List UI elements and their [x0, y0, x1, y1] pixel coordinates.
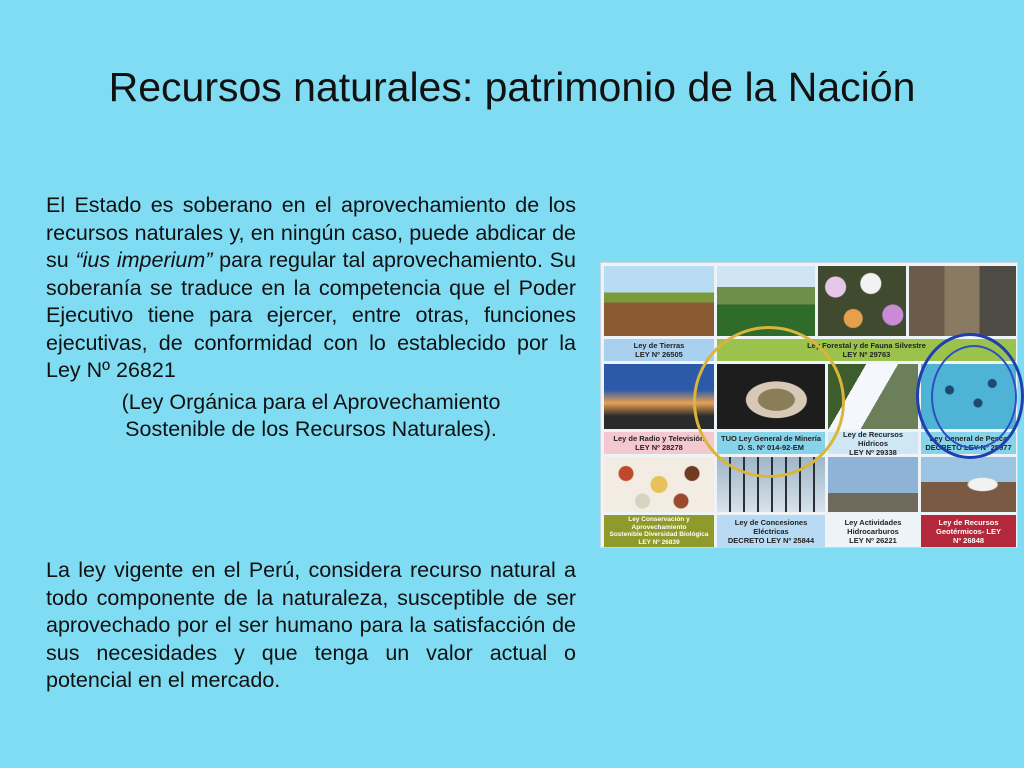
label-ley-hidricos: Ley de Recursos Hídricos LEY Nº 29338: [828, 432, 918, 454]
slide-title: Recursos naturales: patrimonio de la Nación: [108, 64, 916, 110]
label-ley-forestal: Ley Forestal y de Fauna Silvestre LEY Nº 29763: [717, 339, 1016, 361]
waterfall-image: [828, 364, 918, 429]
label-ley-geotermicos: Ley de Recursos Geotérmicos- LEY Nº 26848: [921, 515, 1016, 547]
natural-resources-laws-collage: [600, 262, 1018, 548]
ius-imperium-term: “ius imperium”: [75, 248, 213, 272]
label-ley-conservacion: Ley Conservación y Aprovechamiento Sostenible Diversidad Biológica LEY Nº 26839: [604, 515, 714, 547]
paragraph-sovereignty: [46, 192, 576, 444]
power-lines-image: [717, 457, 825, 512]
label-ley-tierras: Ley de Tierras LEY Nº 26505: [604, 339, 714, 361]
law-name-line1: (Ley Orgánica para el Aprovechamiento: [121, 389, 501, 414]
satellite-dish-image: [604, 364, 714, 429]
paragraph1-part2: para regular tal aprovechamiento. Su soberanía se traduce en la competencia que el Poder Ejecutivo tiene para ejercer, entre otras, funciones ejecutivas, de conformidad con lo establecido por la Ley Nº 26821: [46, 248, 576, 382]
farmland-image: [604, 266, 714, 336]
label-ley-radio-tv: Ley de Radio y Televisión LEY Nº 28278: [604, 432, 714, 454]
label-ley-concesiones: Ley de Concesiones Eléctricas DECRETO LEY Nº 25844: [717, 515, 825, 547]
label-ley-hidrocarburos: Ley Actividades Hidrocarburos LEY Nº 26221: [828, 515, 918, 547]
forest-image: [717, 266, 815, 336]
seeds-grains-image: [604, 457, 714, 512]
oil-pump-image: [828, 457, 918, 512]
paragraph1-part1: El Estado es soberano en el aprovechamiento de los recursos naturales y, en ningún caso, puede abdicar de su: [46, 193, 576, 272]
law-name-line2: Sostenible de los Recursos Naturales).: [125, 417, 497, 441]
geothermal-geyser-image: [921, 457, 1016, 512]
label-ley-mineria: TUO Ley General de Minería D. S. Nº 014-92-EM: [717, 432, 825, 454]
wildlife-image: [909, 266, 1016, 336]
mineral-ore-image: [717, 364, 825, 429]
paragraph-definition: La ley vigente en el Perú, considera recurso natural a todo componente de la naturaleza, susceptible de ser aprovechado por el ser humano para la satisfacción de sus necesidades y que tenga un valor actual o potencial en el mercado.: [46, 558, 576, 692]
fish-school-image: [921, 364, 1016, 429]
label-ley-pesca: Ley General de Pesca DECRETO LEY Nº 25977: [921, 432, 1016, 454]
flowers-image: [818, 266, 906, 336]
